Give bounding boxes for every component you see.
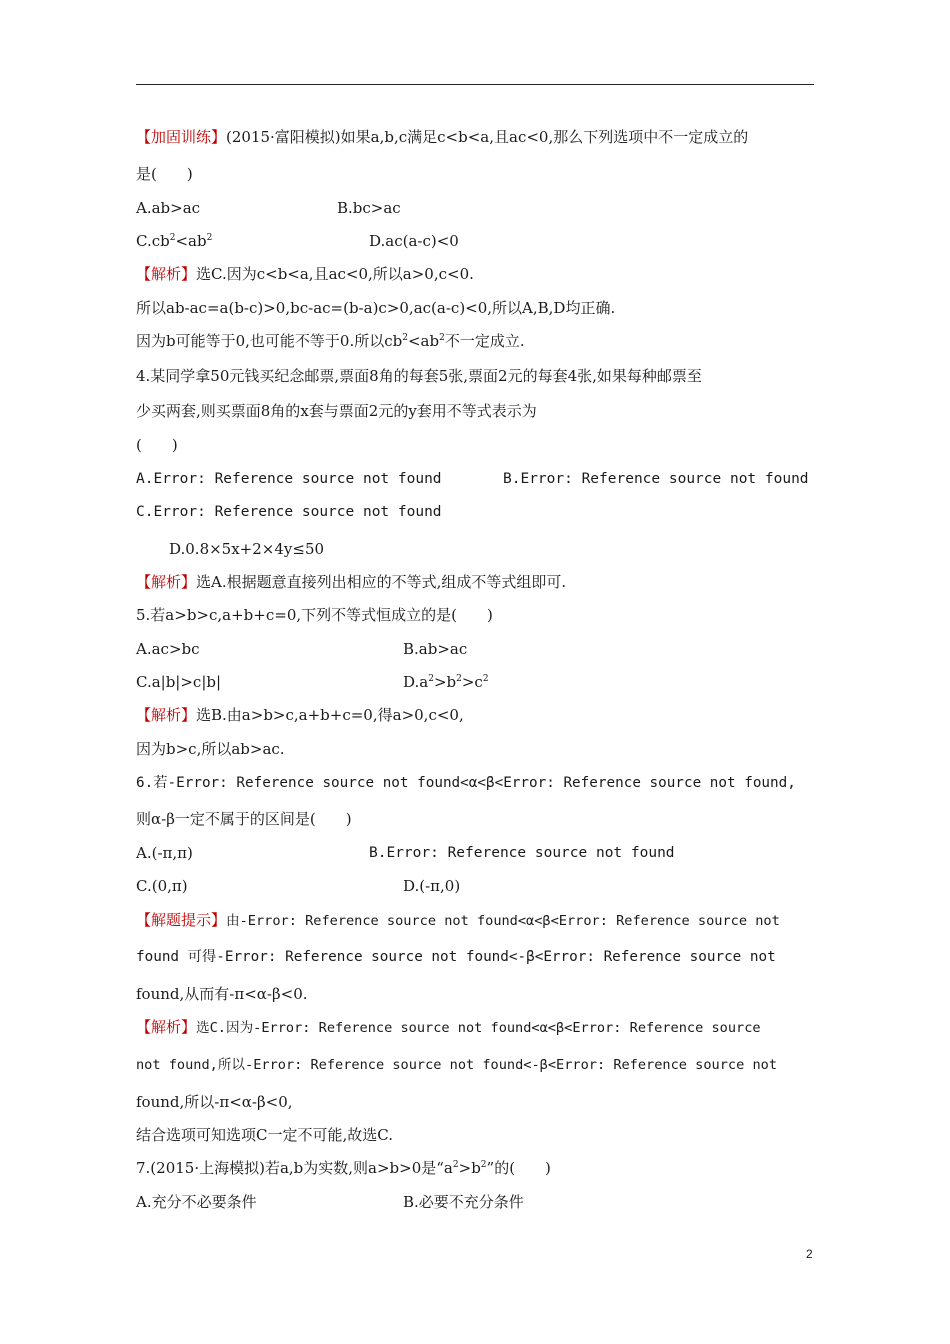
q6-option-b: B.Error: Reference source not found <box>369 845 675 861</box>
page-number: 2 <box>806 1247 813 1261</box>
q6-option-a: A.(-π,π) <box>136 844 193 862</box>
solution-tag: 【解析】 <box>136 706 197 724</box>
q4-stem-line1: 4.某同学拿50元钱买纪念邮票,票面8角的每套5张,票面2元的每套4张,如果每种邮票至 <box>136 367 702 385</box>
q3-solution-line3: 因为b可能等于0,也可能不等于0.所以$cb^2<ab^2$不一定成立. <box>136 332 525 350</box>
q6-solution-line3: found,所以-π<α-β<0, <box>136 1093 293 1111</box>
q4-solution: 【解析】选A.根据题意直接列出相应的不等式,组成不等式组即可. <box>136 573 567 591</box>
q3-solution-line2: 所以ab-ac=a(b-c)>0,bc-ac=(b-a)c>0,ac(a-c)<0,所以A,B,D均正确. <box>136 299 616 317</box>
q4-stem-line2: 少买两套,则买票面8角的x套与票面2元的y套用不等式表示为 <box>136 402 537 420</box>
q4-option-b: B.Error: Reference source not found <box>503 471 809 487</box>
q7-stem: 7.(2015·上海模拟)若a,b为实数,则a>b>0是“$a^2>b^2$”的( ) <box>136 1159 551 1177</box>
header-rule <box>136 84 814 85</box>
q6-solution-line2: not found,所以-Error: Reference source not found<-β<Error: Reference source not <box>136 1057 777 1073</box>
q3-tag: 【加固训练】 <box>136 128 227 146</box>
q5-option-b: B.ab>ac <box>403 640 468 658</box>
q6-option-d: D.(-π,0) <box>403 877 461 895</box>
q4-option-c: C.Error: Reference source not found <box>136 504 442 520</box>
q6-option-c: C.(0,π) <box>136 877 188 895</box>
q6-hint-line1: 【解题提示】由-Error: Reference source not found<α<β<Error: Reference source not <box>136 911 780 929</box>
q3-option-a: A.ab>ac <box>136 199 201 217</box>
solution-tag: 【解析】 <box>136 265 197 283</box>
q3-option-b: B.bc>ac <box>337 199 401 217</box>
q4-option-a: A.Error: Reference source not found <box>136 471 442 487</box>
q4-option-d: D.0.8×5x+2×4y≤50 <box>169 540 325 558</box>
q7-option-a: A.充分不必要条件 <box>136 1193 257 1211</box>
q5-solution-line1: 【解析】选B.由a>b>c,a+b+c=0,得a>0,c<0, <box>136 706 464 724</box>
q6-hint-line3: found,从而有-π<α-β<0. <box>136 985 308 1003</box>
q5-option-a: A.ac>bc <box>136 640 200 658</box>
q4-stem-line3: ( ) <box>136 436 178 454</box>
q3-option-d: D.ac(a-c)<0 <box>369 232 459 250</box>
q3-solution-line1: 【解析】选C.因为c<b<a,且ac<0,所以a>0,c<0. <box>136 265 474 283</box>
q3-stem-line1: 【加固训练】(2015·富阳模拟)如果a,b,c满足c<b<a,且ac<0,那么下列选项中不一定成立的 <box>136 128 749 146</box>
solution-tag: 【解析】 <box>136 573 197 591</box>
q5-solution-line2: 因为b>c,所以ab>ac. <box>136 740 285 758</box>
q6-solution-line4: 结合选项可知选项C一定不可能,故选C. <box>136 1126 393 1144</box>
q6-stem-line1: 6.若-Error: Reference source not found<α<β<Error: Reference source not found, <box>136 775 796 791</box>
hint-tag: 【解题提示】 <box>136 911 227 929</box>
q6-hint-line2: found 可得-Error: Reference source not found<-β<Error: Reference source not <box>136 949 776 965</box>
q5-option-c: C.a|b|>c|b| <box>136 673 222 691</box>
q7-option-b: B.必要不充分条件 <box>403 1193 524 1211</box>
q6-solution-line1: 【解析】选C.因为-Error: Reference source not found<α<β<Error: Reference source <box>136 1018 761 1036</box>
q6-stem-line2: 则α-β一定不属于的区间是( ) <box>136 810 352 828</box>
q3-option-c: $C.cb^2<ab^2$ <box>136 232 213 250</box>
q3-stem-line2: 是( ) <box>136 165 193 183</box>
q5-option-d: $D.a^2>b^2>c^2$ <box>403 673 489 691</box>
solution-tag: 【解析】 <box>136 1018 197 1036</box>
q5-stem: 5.若a>b>c,a+b+c=0,下列不等式恒成立的是( ) <box>136 606 493 624</box>
